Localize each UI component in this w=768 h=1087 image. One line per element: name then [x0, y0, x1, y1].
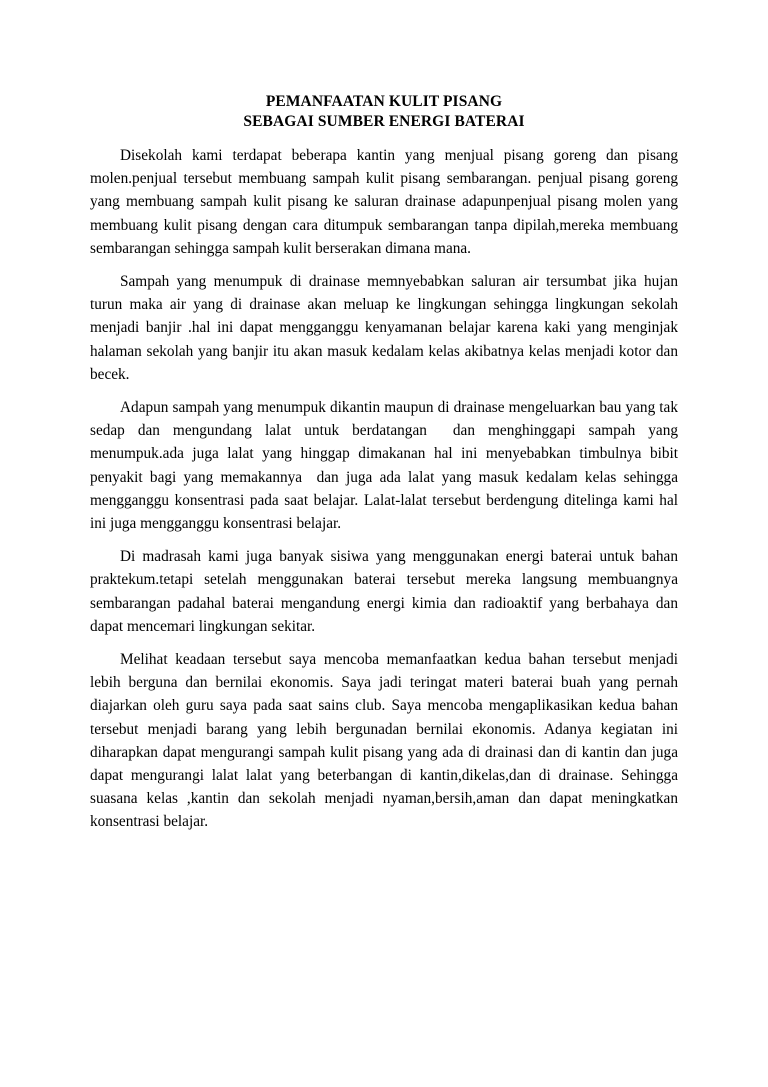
paragraph-2: Sampah yang menumpuk di drainase memnyebabkan saluran air tersumbat jika hujan turun maka air yang di drainase akan meluap ke lingkungan sehingga lingkungan sekolah menjadi banjir .hal ini dapat mengganggu kenyamanan belajar karena kaki yang menginjak halaman sekolah yang banjir itu akan masuk kedalam kelas akibatnya kelas menjadi kotor dan becek.	[90, 273, 682, 383]
page-title-line-1: PEMANFAATAN KULIT PISANG	[265, 93, 503, 110]
paragraph-4: Di madrasah kami juga banyak sisiwa yang menggunakan energi baterai untuk bahan praktekum.tetapi setelah menggunakan baterai tersebut mereka langsung membuangnya sembarangan padahal baterai mengandung energi kimia dan radioaktif yang berbahaya dan dapat mencemari lingkungan sekitar.	[90, 548, 682, 635]
document-body	[90, 144, 682, 834]
page-title-line-2: SEBAGAI SUMBER ENERGI BATERAI	[243, 113, 525, 130]
paragraph-1: Disekolah kami terdapat beberapa kantin yang menjual pisang goreng dan pisang molen.penjual tersebut membuang sampah kulit pisang sembarangan. penjual pisang goreng yang membuang sampah kulit pisang ke saluran drainase adapunpenjual pisang molen yang membuang kulit pisang dengan cara ditumpuk sembarangan tanpa dipilah,mereka membuang sembarangan sehingga sampah kulit berserakan dimana mana.	[90, 147, 682, 257]
page-title	[90, 92, 678, 132]
paragraph-5: Melihat keadaan tersebut saya mencoba memanfaatkan kedua bahan tersebut menjadi lebih berguna dan bernilai ekonomis. Saya jadi teringat materi baterai buah yang pernah diajarkan oleh guru saya pada saat sains club. Saya mencoba mengaplikasikan kedua bahan tersebut menjadi barang yang lebih bergunadan bernilai ekonomis. Adanya kegiatan ini diharapkan dapat mengurangi sampah kulit pisang yang ada di drainasi dan di kantin dan juga dapat mengurangi lalat lalat yang beterbangan di kantin,dikelas,dan di drainase. Sehingga suasana kelas ,kantin dan sekolah menjadi nyaman,bersih,aman dan dapat meningkatkan konsentrasi belajar.	[90, 651, 682, 831]
paragraph-3: Adapun sampah yang menumpuk dikantin maupun di drainase mengeluarkan bau yang tak sedap dan mengundang lalat untuk berdatangan dan menghinggapi sampah yang menumpuk.ada juga lalat yang hinggap dimakanan hal ini menyebabkan timbulnya bibit penyakit bagi yang memakannya dan juga ada lalat yang masuk kedalam kelas sehingga mengganggu konsentrasi pada saat belajar. Lalat-lalat tersebut berdengung ditelinga kami hal ini juga mengganggu konsentrasi belajar.	[90, 399, 682, 533]
